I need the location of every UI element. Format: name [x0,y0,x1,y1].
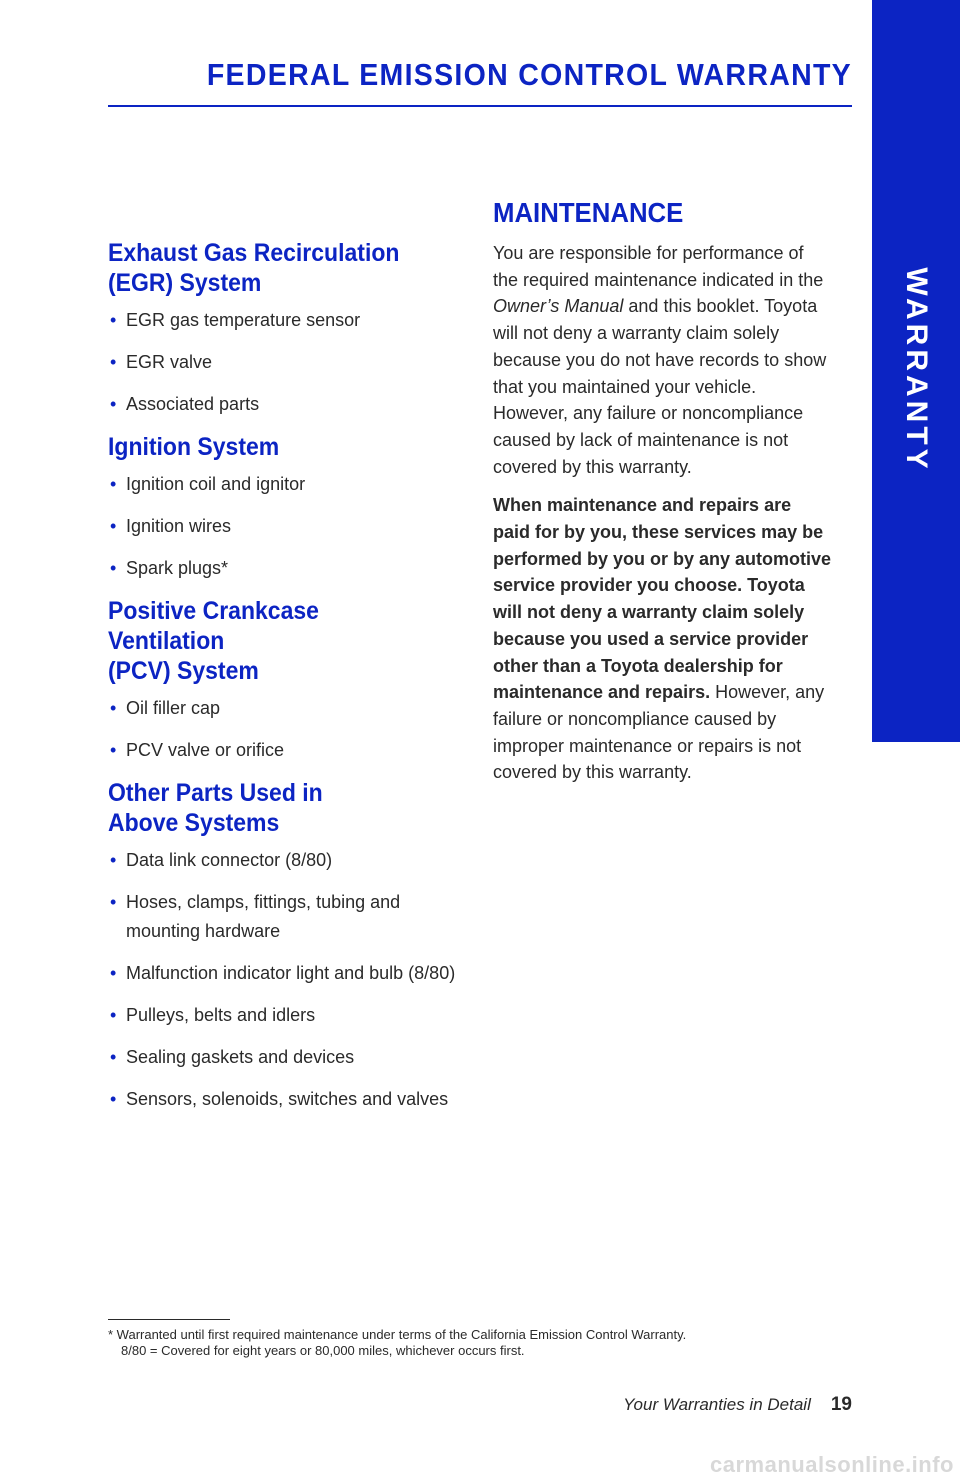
left-column [108,238,468,1127]
bullet-icon: • [110,1005,117,1025]
list-item: • Spark plugs* [108,554,468,583]
section-heading-maintenance: MAINTENANCE [493,197,684,228]
bullet-icon: • [110,850,117,870]
list-item: • PCV valve or orifice [108,736,468,765]
bullet-icon: • [110,1047,117,1067]
maintenance-paragraph-2: When maintenance and repairs are paid for by you, these services may be performed by you or by any automotive service provider you choose. Toyota will not deny a warranty claim solely because you used a service provider other than a Toyota dealership for maintenance and repairs. However, any failure or noncompliance caused by improper maintenance or repairs is not covered by this warranty. [493,495,832,783]
bullet-icon: • [110,740,117,760]
bullet-icon: • [110,394,117,414]
section-heading-egr: Exhaust Gas Recirculation (EGR) System [108,239,400,297]
list-item: • Associated parts [108,390,468,419]
bullet-icon: • [110,516,117,536]
other-parts-list [108,846,468,1114]
section-heading-pcv: Positive Crankcase Ventilation (PCV) System [108,597,319,685]
watermark: carmanualsonline.info [710,1452,954,1477]
bullet-icon: • [110,892,117,912]
page-footer [623,1394,852,1416]
owners-manual-title: Owner’s Manual [493,296,624,317]
footer-section-title: Your Warranties in Detail [623,1395,811,1414]
right-column [493,198,833,798]
list-item: • Ignition wires [108,512,468,541]
list-item: • Hoses, clamps, fittings, tubing and mounting hardware [108,888,468,946]
ignition-parts-list [108,470,468,583]
bullet-icon: • [110,310,117,330]
list-item: • EGR gas temperature sensor [108,306,468,335]
list-item: • Oil filler cap [108,694,468,723]
list-item: • Sensors, solenoids, switches and valves [108,1085,468,1114]
bullet-icon: • [110,474,117,494]
footnote-line: * Warranted until first required maintenance under terms of the California Emission Control Warranty. [108,1327,687,1342]
bullet-icon: • [110,963,117,983]
bullet-icon: • [110,352,117,372]
list-item: • Ignition coil and ignitor [108,470,468,499]
side-tab [872,0,960,742]
list-item: • Malfunction indicator light and bulb (8/80) [108,959,468,988]
list-item: • Sealing gaskets and devices [108,1043,468,1072]
bullet-icon: • [110,1089,117,1109]
page-number: 19 [830,1394,852,1415]
section-heading-ignition: Ignition System [108,433,280,461]
list-item: • EGR valve [108,348,468,377]
page-title: FEDERAL EMISSION CONTROL WARRANTY [206,57,852,92]
list-item: • Pulleys, belts and idlers [108,1001,468,1030]
side-tab-label: WARRANTY [900,267,933,473]
footnote-line: 8/80 = Covered for eight years or 80,000 miles, whichever occurs first. [121,1343,525,1358]
section-heading-other: Other Parts Used in Above Systems [108,779,323,837]
maintenance-paragraph-1: You are responsible for performance of the required maintenance indicated in the Owner’s Manual and this booklet. Toyota will not deny a warranty claim solely because you do not have records to show that you maintained your vehicle. However, any failure or noncompliance caused by lack of maintenance is not covered by this warranty. [493,243,827,477]
list-item: • Data link connector (8/80) [108,846,468,875]
footnote-divider [108,1319,230,1320]
footnote [108,1327,808,1359]
title-divider [108,105,852,107]
egr-parts-list [108,306,468,419]
bullet-icon: • [110,558,117,578]
pcv-parts-list [108,694,468,765]
bullet-icon: • [110,698,117,718]
